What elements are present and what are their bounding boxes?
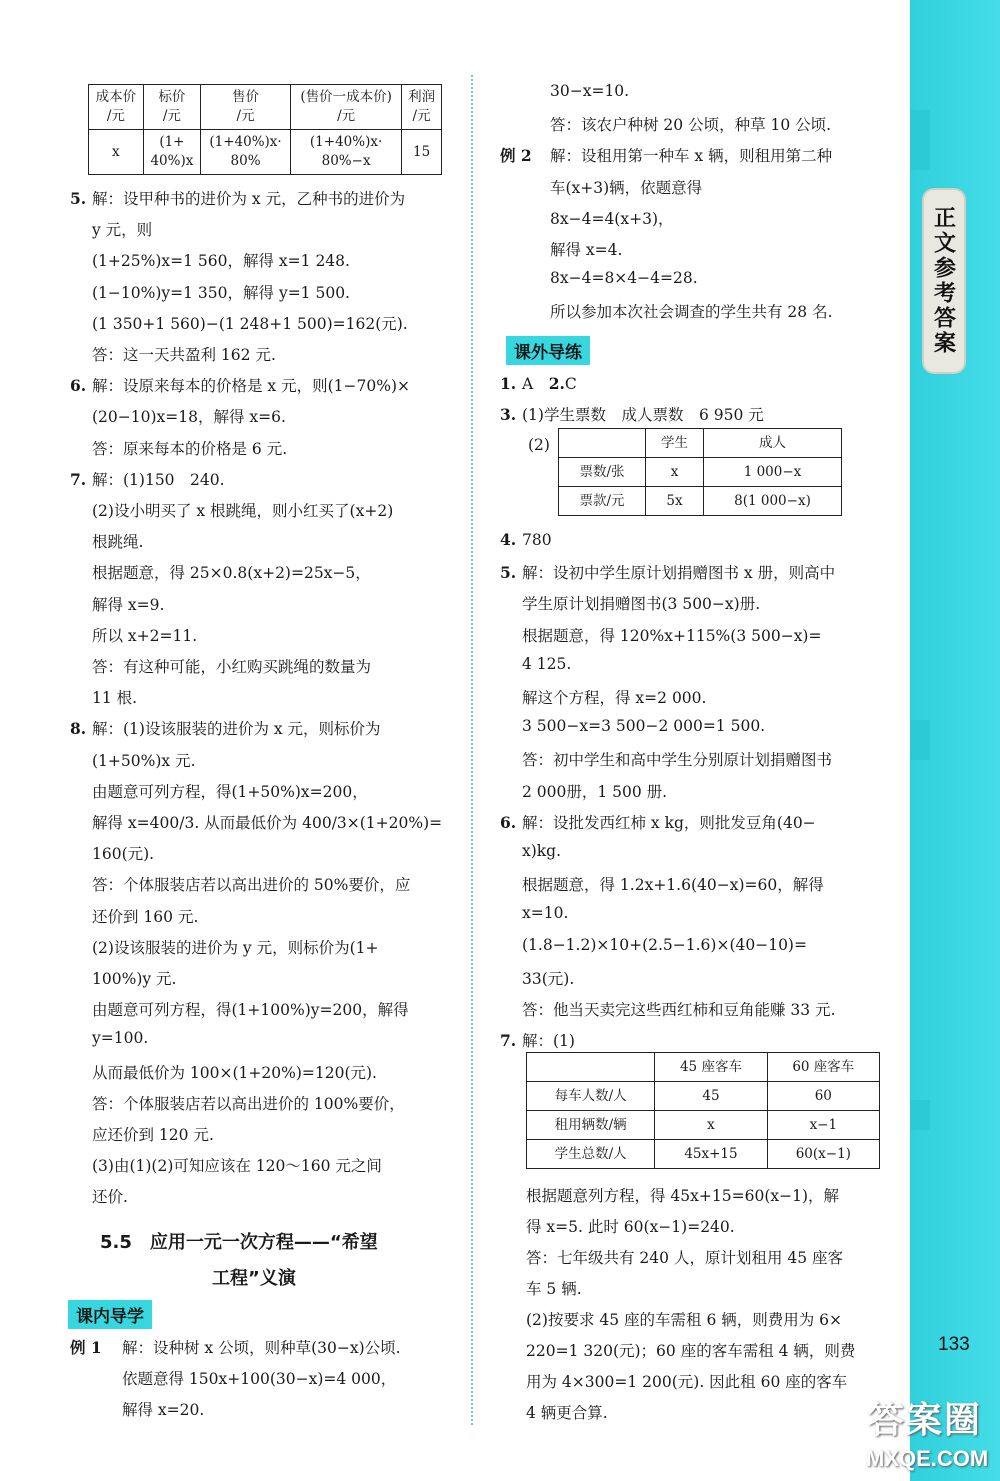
cell-text: 标价 [158,89,186,105]
table-row [559,458,842,487]
table-cell [143,85,200,130]
item-text: 答：原来每本的价格是 6 元. [92,439,288,458]
item-text: (20−10)x=18，解得 x=6. [92,408,286,427]
answer-line [70,1061,377,1083]
table-row [527,1082,880,1111]
table-cell [559,458,646,487]
item-text: (1+25%)x=1 560，解得 x=1 248. [92,252,350,271]
answer-line [70,624,197,646]
item-text: 4 辆更合算. [526,1404,608,1422]
item-number: 7. [500,1031,517,1051]
answer-line [500,717,765,735]
item-text: 解这个方程，得 x=2 000. [522,689,707,707]
item-text: 解：设批发西红柿 x kg，则批发豆角(40− [522,813,816,832]
cell-text: /元 [412,108,431,124]
answer-line [526,1184,839,1206]
answer-line [500,873,824,895]
answer-line [526,1246,843,1268]
item-text: 车(x+3)辆，依题意得 [550,178,703,197]
answer-line [500,82,629,100]
table-cell [646,458,704,487]
item-text: 答：初中学生和高中学生分别原计划捐赠图书 [522,751,833,770]
table-cell [291,85,402,130]
item-text: 2 000册，1 500 册. [522,782,668,801]
answer-line [70,749,196,771]
table-header-row [559,429,842,458]
watermark-logo: 答案圈 MXQE.COM [866,1399,989,1471]
answer-line [500,936,807,954]
table-cell [201,85,291,130]
cell-text: (售价一成本价) [300,89,392,105]
answer-line [70,1367,396,1389]
answer-line [70,312,408,334]
page-number: 133 [938,1334,970,1355]
item-text: 解得 x=9. [92,595,165,614]
item-text: 33(元). [522,969,575,988]
cell-text: 60 座客车 [792,1058,855,1075]
answer-line [70,1029,148,1047]
answer-line [70,780,368,802]
answer-line [500,300,833,322]
cell-text: 5x [666,492,683,509]
item-text: 4 125. [522,654,572,673]
item-text: 根据题意列方程，得 45x+15=60(x−1)，解 [526,1187,839,1205]
item-number: 5. [70,189,87,208]
answer-line [70,1123,214,1145]
item-number: 1. [500,374,517,393]
side-tab-label: 正文参考答案 [922,188,966,374]
item-text: 3 500−x=3 500−2 000=1 500. [522,717,766,736]
answer-line [70,593,164,615]
table-header-row [89,85,442,130]
table-cell [703,429,841,458]
item-text: 答：有这种可能，小红购买跳绳的数量为 [92,658,372,676]
item-text: (2)设小明买了 x 根跳绳，则小红买了(x+2) [92,502,394,520]
answer-line [500,592,760,614]
cell-text: /元 [106,108,125,124]
cell-text: 每车人数/人 [554,1087,627,1104]
item-text: 解得 x=400/3. 从而最低价为 400/3×(1+20%)= [92,814,443,832]
cell-text: 60 [814,1087,832,1104]
table-cell [767,1053,879,1082]
item-text: 根跳绳. [92,533,144,552]
answer-line [70,281,350,303]
table-cell [527,1140,655,1169]
tag-after-class: 课外导练 [506,336,590,365]
table-cell [527,1053,655,1082]
answer-line [70,967,176,989]
item-text: 学生原计划捐赠图书(3 500−x)册. [522,595,761,614]
table-cell [655,1082,767,1111]
table-cell [767,1140,879,1169]
answer-line [70,249,350,271]
cell-text: 60(x−1) [795,1145,851,1162]
item-text: 解：(1)设该服装的进价为 x 元，则标价为 [92,720,381,739]
answer-line [500,624,821,646]
cell-text: 45x+15 [684,1145,738,1162]
item-text: 11 根. [92,689,138,708]
answer-line [526,1401,608,1423]
answer-line [70,530,143,552]
answer-line [70,873,410,895]
item-number: 例 2 [500,146,532,166]
item-text: 100%)y 元. [92,970,177,988]
item-text: 还价. [92,1188,128,1207]
item-text: 220=1 320(元)；60 座的客车需租 4 辆，则费 [526,1342,856,1360]
cell-text: 学生总数/人 [554,1145,627,1162]
answer-line [500,269,698,287]
answer-line [70,405,286,427]
cell-text: 80%−x [321,153,371,169]
answer-line [70,842,154,864]
answer-line [526,1308,842,1330]
cell-text: /元 [236,108,255,124]
table-cell [767,1111,879,1140]
answer-line [70,561,371,583]
item-number: 2. [548,374,565,393]
item-number: 6. [500,812,517,832]
item-text: 根据题意，得 25×0.8(x+2)=25x−5， [92,564,371,583]
cell-text: 成人 [758,434,786,451]
item-text: 由题意可列方程，得(1+100%)y=200，解得 [92,1001,409,1020]
answer-line [500,144,832,166]
answer-line [526,1370,847,1392]
item-text: 解得 x=4. [550,241,623,259]
cell-text: 利润 [408,89,436,105]
item-number: 8. [70,719,87,739]
item-text: 答：个体服装店若以高出进价的 50%要价，应 [92,876,411,895]
item-text: 用为 4×300=1 200(元). 因此租 60 座的客车 [526,1373,848,1391]
answer-line [70,936,378,958]
table-cell [703,458,841,487]
answer-line [70,1336,401,1358]
item-text: 根据题意，得 1.2x+1.6(40−x)=60，解得 [522,876,824,895]
answer-line [500,238,622,260]
answer-line [500,561,835,583]
table-cell [89,85,144,130]
answer-line [70,1092,405,1114]
cell-text: (1+ [159,134,185,150]
answer-line [500,1029,575,1051]
cell-text: (1+40%)x· [309,134,383,150]
table-cell [402,130,442,175]
item-text: 车 5 辆. [526,1280,582,1298]
answer-line [70,998,409,1020]
item-text: 从而最低价为 100×(1+20%)=120(元). [92,1063,377,1082]
answer-line [500,655,571,673]
item-number: 例 1 [70,1338,102,1357]
answer-line [500,904,568,922]
item-number: 6. [70,376,87,396]
answer-line [70,468,225,490]
item-number: 7. [70,469,87,489]
item-text: y=100. [92,1029,149,1048]
item-text: 答：这一天共盈利 162 元. [92,346,276,364]
answer-line [500,780,667,802]
item-text: 答：七年级共有 240 人，原计划租用 45 座客 [526,1249,844,1267]
item-text: 780 [522,531,552,549]
cell-text: x−1 [809,1116,838,1133]
answer-line [500,176,702,198]
item-text: 8x−4=4(x+3)， [550,209,674,228]
answer-line [70,218,152,240]
table-header-row [527,1053,880,1082]
answer-line [70,811,442,833]
cell-text: 45 座客车 [679,1058,742,1075]
cell-text: 40%)x [150,153,194,169]
answer-line [500,967,574,989]
item-text: 解：(1) [522,1032,575,1051]
cell-text: x [707,1116,715,1133]
item-text: 根据题意，得 120%x+115%(3 500−x)= [522,626,822,645]
item-text: (1+50%)x 元. [92,751,196,770]
item-number: 3. [500,405,517,424]
table-cell [646,487,704,516]
item-text: 解：设原来每本的价格是 x 元，则(1−70%)× [92,377,410,396]
item-text: (1)学生票数 成人票数 6 950 元 [522,406,764,424]
item-text: (1−10%)y=1 350，解得 y=1 500. [92,283,350,302]
item-text: 答：个体服装店若以高出进价的 100%要价， [92,1094,405,1113]
cell-text: 1 000−x [743,463,802,480]
answer-line [500,372,577,394]
item-text: x=10. [522,904,569,923]
answer-line [500,207,674,229]
item-text: 答：他当天卖完这些西红柿和豆角能赚 33 元. [522,1001,836,1019]
answer-line [70,905,198,927]
item-text: 8x−4=8×4−4=28. [550,269,698,288]
cell-text: x [112,143,120,160]
answer-line [70,1154,382,1176]
item-text: 还价到 160 元. [92,907,199,926]
cell-text: /元 [162,108,181,124]
item-text: 所以 x+2=11. [92,626,198,645]
item-text: 解：设租用第一种车 x 辆，则租用第二种 [550,147,833,166]
item-text: (2)按要求 45 座的车需租 6 辆，则费用为 6× [526,1311,843,1329]
cell-text: x [670,463,679,480]
answer-line [500,113,831,135]
cell-text: 学生 [661,434,688,451]
table-cell [402,85,442,130]
table-row [527,1111,880,1140]
answer-line [70,717,381,739]
answer-line [500,530,552,549]
item-number: 4. [500,530,517,549]
cell-text: 15 [412,143,431,160]
cell-text: 租用辆数/辆 [554,1116,627,1133]
answer-line [70,343,276,365]
answer-line [500,811,816,833]
item-text: 解得 x=20. [122,1401,205,1419]
answer-line [70,499,393,521]
table-cell [655,1140,767,1169]
item-text: A [522,375,549,393]
answer-line [500,686,706,708]
table-cell [655,1111,767,1140]
bus-table [526,1052,880,1169]
ticket-table [558,428,842,516]
table-row [527,1140,880,1169]
table-row [559,487,842,516]
item-text: (1 350+1 560)−(1 248+1 500)=162(元). [92,314,408,333]
answer-line [526,1339,855,1361]
item-text: 解：设甲种书的进价为 x 元，乙种书的进价为 [92,190,406,208]
item-text: x)kg. [522,842,562,860]
answer-line [70,374,410,396]
item-text: 解：设种树 x 公顷，则种草(30−x)公顷. [122,1339,401,1357]
cell-text: /元 [337,108,356,124]
cell-text: 票款/元 [579,492,625,509]
cell-text: (1+40%)x· [209,134,282,150]
cell-text: 8(1 000−x) [734,492,811,509]
answer-line [526,1277,582,1299]
cell-text: 45 [702,1087,720,1104]
section-heading: 5.5 应用一元一次方程——“希望 [100,1232,378,1253]
cell-text: 成本价 [95,89,137,105]
answer-line [526,1215,735,1237]
tag-in-class: 课内导学 [68,1300,152,1329]
table-cell [291,130,402,175]
table-cell [655,1053,767,1082]
table-cell [89,130,144,175]
item-text: 160(元). [92,845,155,864]
item-text: 30−x=10. [550,82,630,100]
price-table [88,84,442,175]
item-text: 依题意得 150x+100(30−x)=4 000， [122,1370,397,1388]
table3-label: (2) [528,436,550,454]
answer-line [70,1398,204,1420]
table-cell [527,1082,655,1111]
answer-line [70,1185,128,1207]
answer-line [70,655,371,677]
item-text: 答：该农户种树 20 公顷，种草 10 公顷. [550,116,832,135]
item-text: y 元，则 [92,221,153,240]
cell-text: 80% [230,153,261,169]
table-cell [703,487,841,516]
section-heading-cont: 工程”义演 [212,1268,296,1289]
table-cell [559,429,646,458]
table-cell [143,130,200,175]
item-text: (3)由(1)(2)可知应该在 120～160 元之间 [92,1157,382,1176]
table-row [89,130,442,175]
item-text: 解：(1)150 240. [92,470,225,489]
item-text: 所以参加本次社会调查的学生共有 28 名. [550,303,833,322]
answer-line [500,403,764,425]
table-cell [767,1082,879,1111]
item-text: 由题意可列方程，得(1+50%)x=200， [92,782,368,801]
item-text: 应还价到 120 元. [92,1126,214,1144]
table-cell [527,1111,655,1140]
column-divider [471,75,473,1425]
item-text: (1.8−1.2)×10+(2.5−1.6)×(40−10)= [522,935,807,954]
answer-line [500,842,561,860]
table-cell [646,429,704,458]
answer-line [70,686,137,708]
item-text: 得 x=5. 此时 60(x−1)=240. [526,1218,735,1236]
cell-text: 售价 [232,89,260,105]
cell-text: 票数/张 [579,463,625,480]
item-text: (2)设该服装的进价为 y 元，则标价为(1+ [92,938,379,957]
item-number: 5. [500,563,517,583]
answer-line [70,187,405,209]
answer-line [70,437,287,459]
answer-line [500,748,832,770]
table-cell [201,130,291,175]
table-cell [559,487,646,516]
item-text: 解：设初中学生原计划捐赠图书 x 册，则高中 [522,564,836,583]
answer-line [500,998,836,1020]
item-text: C [564,375,577,393]
